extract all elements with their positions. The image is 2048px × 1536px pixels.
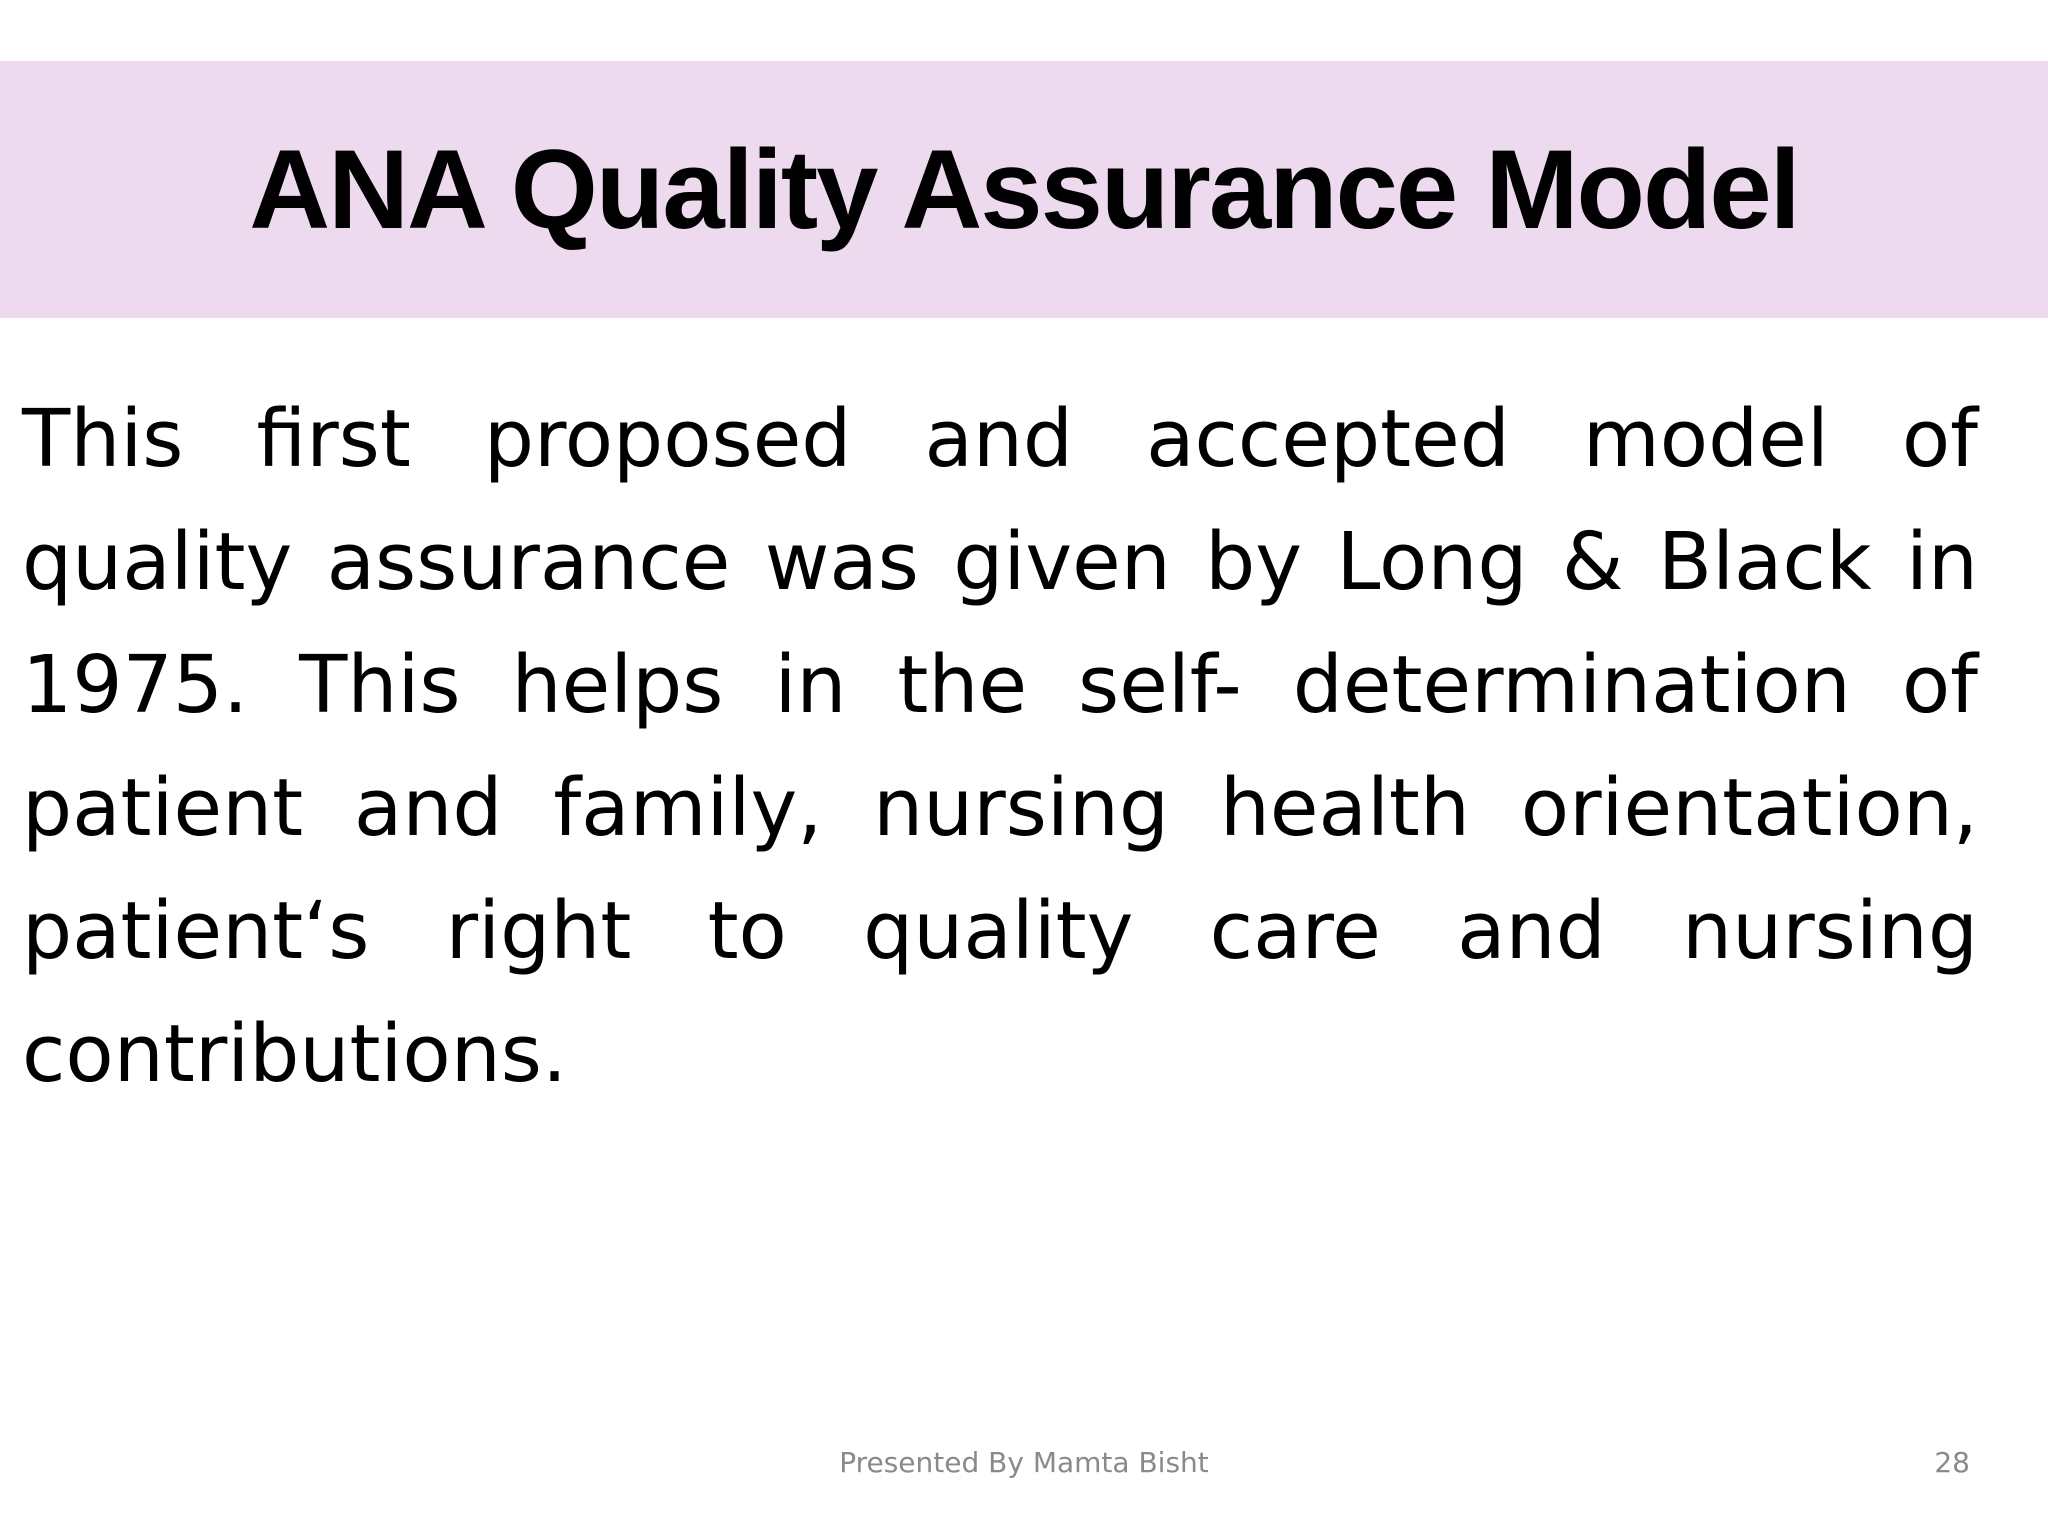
slide-title: ANA Quality Assurance Model: [249, 126, 1799, 252]
title-band: [0, 61, 2048, 318]
slide-body-text: This first proposed and accepted model of quality assurance was given by Long & Black in 1975. This helps in the self- determination of patient and family, nursing health orientation, patient‘s right to quality care and nursing contributions.: [22, 393, 1978, 1100]
page-number: 28: [1934, 1446, 1970, 1479]
footer-presenter: Presented By Mamta Bisht: [839, 1446, 1209, 1479]
